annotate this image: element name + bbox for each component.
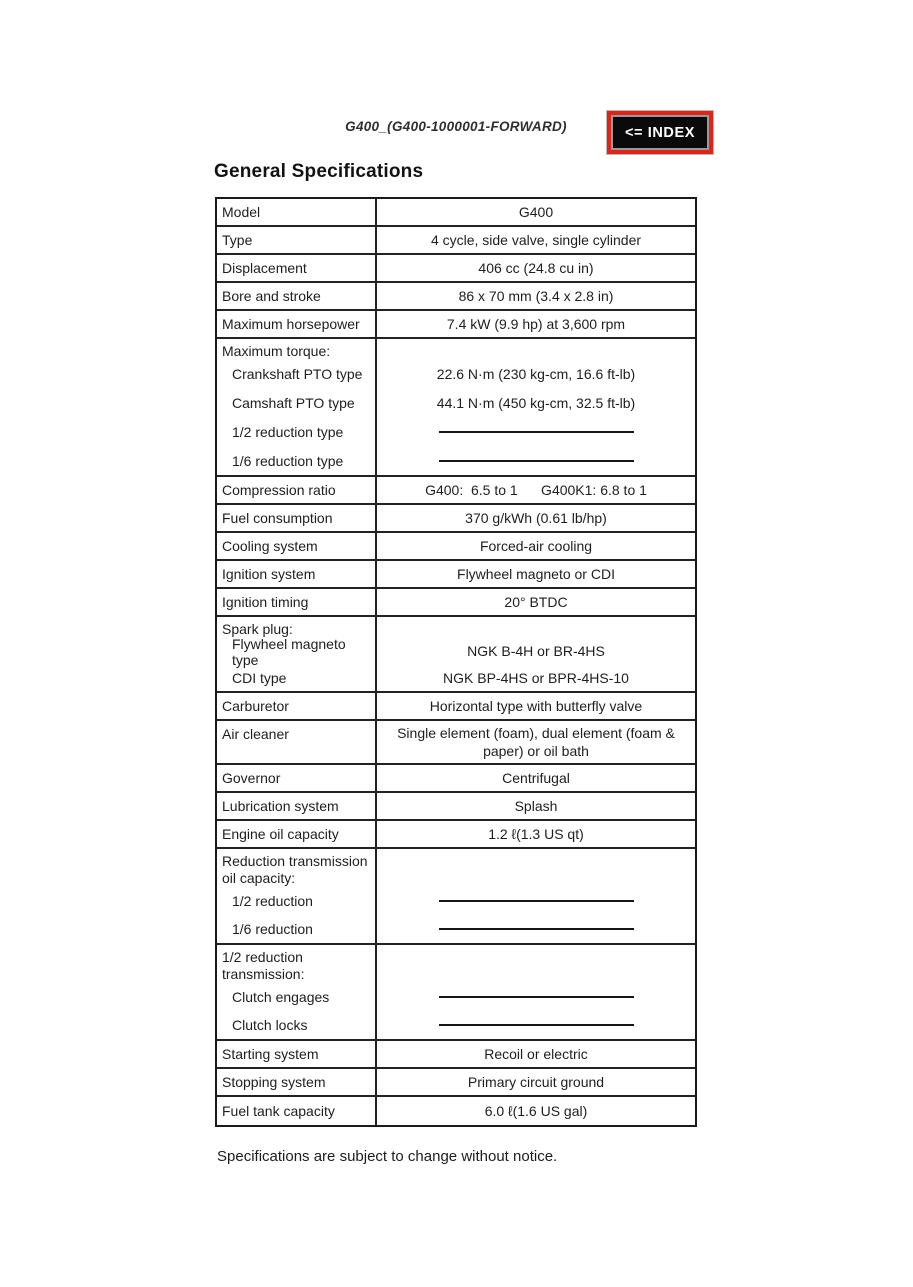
row-label (217, 945, 377, 1039)
table-row (217, 339, 695, 477)
sub-label: 1/2 reduction type (232, 423, 344, 440)
index-button-label: <= INDEX (624, 124, 696, 141)
value-spacer (377, 853, 695, 887)
sub-value (377, 887, 695, 915)
row-value: G400 (518, 204, 554, 220)
row-label (217, 339, 377, 475)
value-spacer (377, 621, 695, 638)
sub-label: Clutch locks (232, 1017, 308, 1033)
row-value: Horizontal type with butterfly valve (429, 698, 643, 714)
row-label: Air cleaner (217, 721, 377, 763)
row-label: Fuel consumption (217, 505, 377, 531)
index-button[interactable] (607, 111, 713, 154)
blank-value-line (439, 928, 634, 930)
footer-note: Specifications are subject to change without notice. (217, 1148, 558, 1165)
row-value: 86 x 70 mm (3.4 x 2.8 in) (458, 288, 614, 304)
group-heading: transmission: (222, 966, 305, 982)
row-label: Ignition system (217, 561, 377, 587)
sub-value: NGK B-4H or BR-4HS (467, 643, 605, 660)
group-heading: Spark plug: (222, 621, 293, 637)
blank-value-line (439, 996, 634, 998)
sub-label: 1/6 reduction (232, 921, 313, 937)
row-label: Displacement (217, 255, 377, 281)
sub-value (377, 1011, 695, 1039)
table-row (217, 477, 695, 505)
row-value: Single element (foam), dual element (foam & paper) or oil bath (397, 725, 679, 759)
row-label: Starting system (217, 1041, 377, 1067)
blank-value-line (439, 431, 634, 433)
table-row (217, 765, 695, 793)
value-spacer (377, 949, 695, 983)
table-row (217, 1041, 695, 1069)
blank-value-line (439, 900, 634, 902)
table-row (217, 199, 695, 227)
table-row (217, 505, 695, 533)
row-label: Maximum horsepower (217, 311, 377, 337)
table-row (217, 849, 695, 945)
sub-label: CDI type (232, 670, 287, 686)
table-row (217, 227, 695, 255)
table-row (217, 255, 695, 283)
table-row (217, 821, 695, 849)
page-title: General Specifications (214, 161, 424, 182)
document-code: G400_(G400-1000001-FORWARD) (345, 119, 567, 134)
table-row (217, 1097, 695, 1125)
row-value (377, 339, 695, 475)
table-row (217, 721, 695, 765)
table-row (217, 283, 695, 311)
row-label: Lubrication system (217, 793, 377, 819)
table-row (217, 945, 695, 1041)
row-label: Carburetor (217, 693, 377, 719)
sub-label: Crankshaft PTO type (232, 366, 363, 383)
row-label (217, 849, 377, 943)
row-value: 7.4 kW (9.9 hp) at 3,600 rpm (446, 316, 626, 332)
blank-value-line (439, 460, 634, 462)
table-row (217, 589, 695, 617)
table-row (217, 533, 695, 561)
sub-value (377, 417, 695, 446)
sub-value (377, 915, 695, 943)
row-label (217, 617, 377, 691)
row-value: Flywheel magneto or CDI (457, 566, 615, 582)
group-heading: oil capacity: (222, 870, 296, 886)
row-label: Compression ratio (217, 477, 377, 503)
row-label: Fuel tank capacity (217, 1097, 377, 1125)
row-value: Splash (514, 798, 558, 814)
row-value (377, 617, 695, 691)
group-heading: Maximum torque: (222, 343, 331, 359)
table-row (217, 617, 695, 693)
row-value: 20° BTDC (504, 594, 568, 610)
row-value: 6.0 ℓ(1.6 US gal) (484, 1103, 588, 1119)
row-label: Cooling system (217, 533, 377, 559)
row-value: Primary circuit ground (467, 1074, 605, 1090)
row-value: 1.2 ℓ(1.3 US qt) (488, 826, 584, 842)
row-label: Type (217, 227, 377, 253)
row-value: G400: 6.5 to 1 G400K1: 6.8 to 1 (425, 482, 647, 498)
table-row (217, 693, 695, 721)
row-value: Forced-air cooling (479, 538, 593, 554)
blank-value-line (439, 1024, 634, 1026)
table-row (217, 793, 695, 821)
row-label: Ignition timing (217, 589, 377, 615)
group-heading: 1/2 reduction (222, 949, 303, 965)
row-value: 406 cc (24.8 cu in) (478, 260, 594, 276)
table-row (217, 561, 695, 589)
row-label: Model (217, 199, 377, 225)
index-button-face (613, 117, 707, 148)
row-label: Governor (217, 765, 377, 791)
sub-value: NGK BP-4HS or BPR-4HS-10 (443, 669, 629, 686)
sub-value: 44.1 N·m (450 kg-cm, 32.5 ft-lb) (436, 395, 636, 412)
sub-label: Flywheel magneto type (232, 635, 346, 668)
row-label: Stopping system (217, 1069, 377, 1095)
sub-value (377, 446, 695, 475)
row-label: Bore and stroke (217, 283, 377, 309)
specifications-table (215, 197, 697, 1127)
row-value: 370 g/kWh (0.61 lb/hp) (465, 510, 607, 526)
group-heading: Reduction transmission (222, 853, 368, 869)
sub-value (377, 983, 695, 1011)
sub-label: 1/6 reduction type (232, 452, 344, 469)
sub-label: 1/2 reduction (232, 893, 313, 909)
row-value: Centrifugal (502, 770, 570, 786)
row-value (377, 849, 695, 943)
row-label: Engine oil capacity (217, 821, 377, 847)
row-value: Recoil or electric (484, 1046, 588, 1062)
sub-label: Camshaft PTO type (232, 395, 355, 412)
row-value: 4 cycle, side valve, single cylinder (430, 232, 642, 248)
value-spacer (377, 343, 695, 360)
table-row (217, 311, 695, 339)
table-row (217, 1069, 695, 1097)
sub-label: Clutch engages (232, 989, 330, 1005)
sub-value: 22.6 N·m (230 kg-cm, 16.6 ft-lb) (436, 366, 636, 383)
row-value (377, 945, 695, 1039)
